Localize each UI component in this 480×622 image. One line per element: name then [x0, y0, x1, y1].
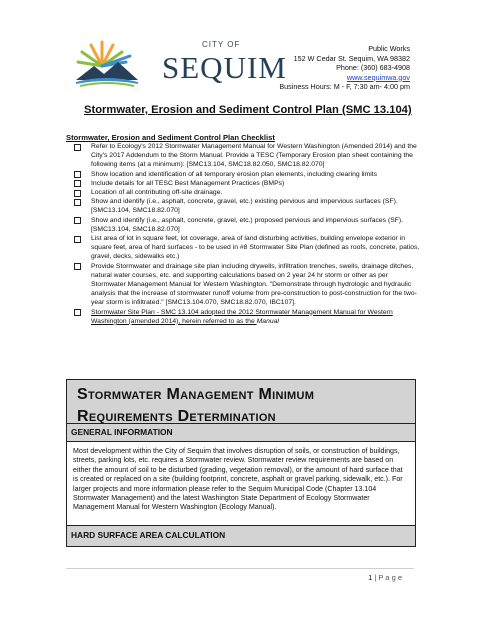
checklist-item-text: Show and identify (i.e., asphalt, concrete, gravel, etc.) existing pervious and impervious surfaces (SF). [SMC13.104, SMC18.82.070]	[91, 198, 398, 215]
contact-info	[279, 44, 410, 92]
checklist-item	[72, 216, 422, 234]
checkbox[interactable]	[74, 199, 81, 206]
checkbox[interactable]	[74, 236, 81, 243]
footer	[368, 573, 402, 582]
determination-heading	[67, 380, 415, 424]
checklist-title: Stormwater, Erosion and Sediment Control Plan Checklist	[66, 133, 275, 142]
checklist-item	[72, 170, 422, 179]
page-word: P a g e	[378, 573, 402, 582]
checklist-item-text: Show location and identification of all temporary erosion plan elements, including clearing limits	[91, 170, 378, 178]
determination-box	[66, 379, 416, 547]
checklist-item	[72, 262, 422, 308]
website-link[interactable]: www.sequimwa.gov	[346, 72, 410, 82]
checkbox[interactable]	[74, 190, 81, 197]
checkbox[interactable]	[74, 217, 81, 224]
checklist-item-text: List area of lot in square feet, lot coverage, area of land disturbing activities, building envelope exterior in square feet, area of hard surfaces - to be used in #8 Stormwater Site Plan (defined as roofs, concrete, patios, gravel, decks, sidewalks etc.)	[91, 235, 420, 261]
page-number: 1	[368, 573, 373, 582]
checkbox[interactable]	[74, 263, 81, 270]
site-plan-link-text[interactable]: Stormwater Site Plan - SMC 13.104 adopted the 2012 Stormwater Management Manual for Western Washington (amended 2014), herein referred to as the	[91, 308, 393, 325]
checklist-item-text: Include details for all TESC Best Management Practices (BMPs)	[91, 179, 285, 187]
logo-city-text: CITY OF	[202, 40, 241, 49]
checkbox[interactable]	[74, 309, 81, 316]
footer-divider	[66, 568, 414, 569]
general-info-body: Most development within the City of Sequim that involves disruption of soils, or construction of buildings, streets, parking lots, etc. requires a Stormwater review. Stormwater review requirements are based on either the amount of soil to be disturbed (grading, vegetation removal), or the amount of hard surface that is created or replaced on a site (building footprint, concrete, asphalt or gravel parking, sidewalk, etc.). For larger projects and more information please refer to the Sequim Municipal Code (Chapter 13.104 Stormwater Management) and the latest Washington State Department of Ecology Stormwater Management Manual for Western Washington (Ecology Manual).	[67, 442, 415, 526]
determination-heading-text: Stormwater Management Minimum Requirements Determination	[77, 386, 315, 425]
hard-surface-heading: HARD SURFACE AREA CALCULATION	[67, 526, 415, 546]
manual-emphasis: Manual	[256, 317, 279, 325]
checklist-item	[72, 234, 422, 262]
checklist-item	[72, 188, 422, 197]
footer-separator: |	[372, 573, 379, 582]
dept-name: Public Works	[368, 44, 410, 53]
address: 152 W Cedar St. Sequim, WA 98382	[293, 53, 410, 63]
page-title: Stormwater, Erosion and Sediment Control Plan (SMC 13.104)	[84, 104, 412, 116]
checklist-item-text: Provide Stormwater and drainage site plan including drywells, infiltration trenches, swells, drainage ditches, natural water courses, etc. and supporting calculations based on 2 year 24 hr storm or other as per Stormwater Management Manual for Western Washington. "Demonstrate through hydrologic and hydraulic analysis that the increase of stormwater runoff volume from pre-construction to post-construction for the two-year storm is infiltrated." [SMC13.104.070, SMC18.82.070, IBC107].	[91, 262, 417, 307]
sun-mountains-logo-icon	[72, 36, 162, 88]
checklist-item	[72, 179, 422, 188]
checkbox[interactable]	[74, 180, 81, 187]
checklist-item	[72, 197, 422, 215]
checklist	[72, 142, 422, 326]
checklist-item-text: Location of all contributing off-site drainage.	[91, 189, 223, 197]
city-logo	[72, 36, 287, 88]
checklist-item-text	[91, 308, 422, 326]
phone: Phone: (360) 683-4908	[336, 63, 410, 73]
checklist-item-text: Show and identify (i.e., asphalt, concrete, gravel, etc.) proposed pervious and impervious surfaces (SF). [SMC13.104, SMC18.82.070]	[91, 216, 404, 233]
checklist-item	[72, 142, 422, 170]
checkbox[interactable]	[74, 171, 81, 178]
checkbox[interactable]	[74, 144, 81, 151]
checklist-item	[72, 308, 422, 326]
business-hours: Business Hours: M - F, 7:30 am- 4:00 pm	[279, 82, 410, 92]
checklist-item-text: Refer to Ecology's 2012 Stormwater Management Manual for Western Washington (Amended 2014) and the City's 2017 Addendum to the Storm Manual. Provide a TESC (Temporary Erosion plan sheet containing the following items (at a minimum): [SMC13.104, SMC18.82.050, SMC18.82.070]	[91, 143, 417, 169]
general-info-heading: GENERAL INFORMATION	[67, 424, 415, 442]
logo-name-text: SEQUIM	[162, 50, 287, 85]
